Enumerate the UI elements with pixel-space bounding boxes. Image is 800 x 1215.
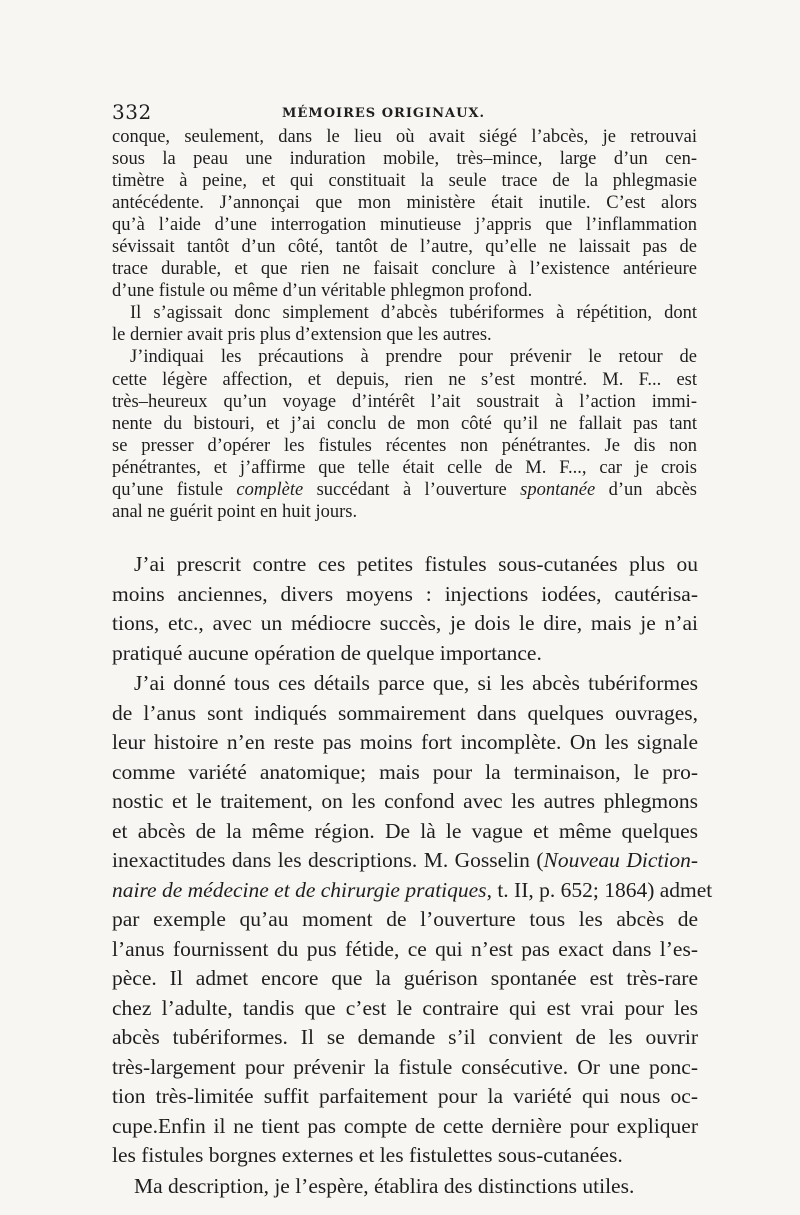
text-line: chez l’adulte, tandis que c’est le contraire qui est vrai pour les <box>112 995 698 1020</box>
text-line <box>112 876 713 906</box>
text-line: abcès tubériformes. Il se demande s’il convient de les ouvrir <box>112 1025 698 1049</box>
text-line: tions, etc., avec un médiocre succès, je dois le dire, mais je n’ai <box>112 611 698 635</box>
text-line: J’ai prescrit contre ces petites fistules sous-cutanées plus ou <box>134 552 698 576</box>
text-line: sévissait tantôt d’un côté, tantôt de l’autre, qu’elle ne laissait pas de <box>112 237 697 258</box>
text-line: d’une fistule ou même d’un véritable phlegmon profond. <box>112 281 533 302</box>
text-line: anal ne guérit point en huit jours. <box>112 501 358 522</box>
italic-text: Nouveau Diction- <box>543 848 699 872</box>
text-line: sous la peau une induration mobile, très–mince, large d’un cen- <box>112 149 697 170</box>
text-line: comme variété anatomique; mais pour la terminaison, le pro- <box>112 759 698 784</box>
italic-text: spontanée <box>520 479 596 500</box>
text-line: se presser d’opérer les fistules récentes non pénétrantes. Je dis non <box>112 435 697 456</box>
text-line: pratiqué aucune opération de quelque importance. <box>112 640 542 665</box>
paragraph <box>112 550 698 668</box>
text-run: succédant à l’ouverture <box>303 479 521 500</box>
text-line: J’indiquai les précautions à prendre pour prévenir le retour de <box>130 347 697 368</box>
text-line: leur histoire n’en reste pas moins fort incomplète. On les signale <box>112 730 698 754</box>
page-number: 332 <box>112 100 152 124</box>
running-title: MÉMOIRES ORIGINAUX. <box>282 106 486 121</box>
text-run: inexactitudes dans les descriptions. M. Gosselin ( <box>112 848 544 872</box>
text-line: moins anciennes, divers moyens : injections iodées, cautérisa- <box>112 581 698 606</box>
italic-text: naire de médecine et de chirurgie pratiques <box>112 877 487 902</box>
text-line: par exemple qu’au moment de l’ouverture tous les abcès de <box>112 907 698 931</box>
text-line: l’anus fournissent du pus fétide, ce qui n’est pas exact dans l’es- <box>112 936 698 961</box>
text-line <box>112 479 697 501</box>
text-line: trace durable, et que rien ne faisait conclure à l’existence antérieure <box>112 259 697 280</box>
text-line: nente du bistouri, et j’ai conclu de mon côté qu’il ne fallait pas tant <box>112 413 697 434</box>
text-line: cupe.Enfin il ne tient pas compte de cette dernière pour expliquer <box>112 1113 698 1138</box>
text-line: très-largement pour prévenir la fistule consécutive. Or une ponc- <box>112 1054 698 1079</box>
text-line: cette légère affection, et depuis, rien ne s’est montré. M. F... est <box>112 369 697 390</box>
italic-text: complète <box>236 479 304 500</box>
paragraph <box>112 346 697 522</box>
text-line <box>112 846 698 876</box>
text-run: d’un abcès <box>595 479 697 500</box>
text-line: antécédente. J’annonçai que mon ministère était inutile. C’est alors <box>112 193 697 214</box>
text-line: tion très-limitée suffit parfaitement pour la variété qui nous oc- <box>112 1084 698 1108</box>
text-line: Il s’agissait donc simplement d’abcès tubériformes à répétition, dont <box>130 303 697 324</box>
text-line: pèce. Il admet encore que la guérison spontanée est très-rare <box>112 966 698 990</box>
small-type-section <box>112 126 697 523</box>
text-line: Ma description, je l’espère, établira des distinctions utiles. <box>134 1173 635 1198</box>
text-run: qu’une fistule <box>112 479 237 500</box>
text-line: nostic et le traitement, on les confond avec les autres phlegmons <box>112 789 698 813</box>
text-line: et abcès de la même région. De là le vague et même quelques <box>112 818 698 843</box>
text-line: timètre à peine, et qui constituait la seule trace de la phlegmasie <box>112 171 697 192</box>
text-line: pénétrantes, et j’affirme que telle était celle de M. F..., car je crois <box>112 457 697 478</box>
text-line: J’ai donné tous ces détails parce que, si les abcès tubériformes <box>134 671 698 695</box>
text-line: très–heureux qu’un voyage d’intérêt l’ait soustrait à l’action immi- <box>112 391 697 412</box>
paragraph <box>112 1172 698 1202</box>
paragraph <box>112 669 713 1171</box>
paragraph <box>112 126 697 302</box>
paragraph <box>112 302 697 346</box>
text-run: , t. II, p. 652; 1864) admet <box>486 877 713 902</box>
text-line: de l’anus sont indiqués sommairement dans quelques ouvrages, <box>112 700 698 725</box>
main-text-section <box>112 550 713 1201</box>
text-line: conque, seulement, dans le lieu où avait siégé l’abcès, je retrouvai <box>112 127 697 147</box>
text-line: les fistules borgnes externes et les fistulettes sous-cutanées. <box>112 1143 623 1167</box>
text-line: le dernier avait pris plus d’extension que les autres. <box>112 325 492 346</box>
text-line: qu’à l’aide d’une interrogation minutieuse j’appris que l’inflammation <box>112 215 697 236</box>
